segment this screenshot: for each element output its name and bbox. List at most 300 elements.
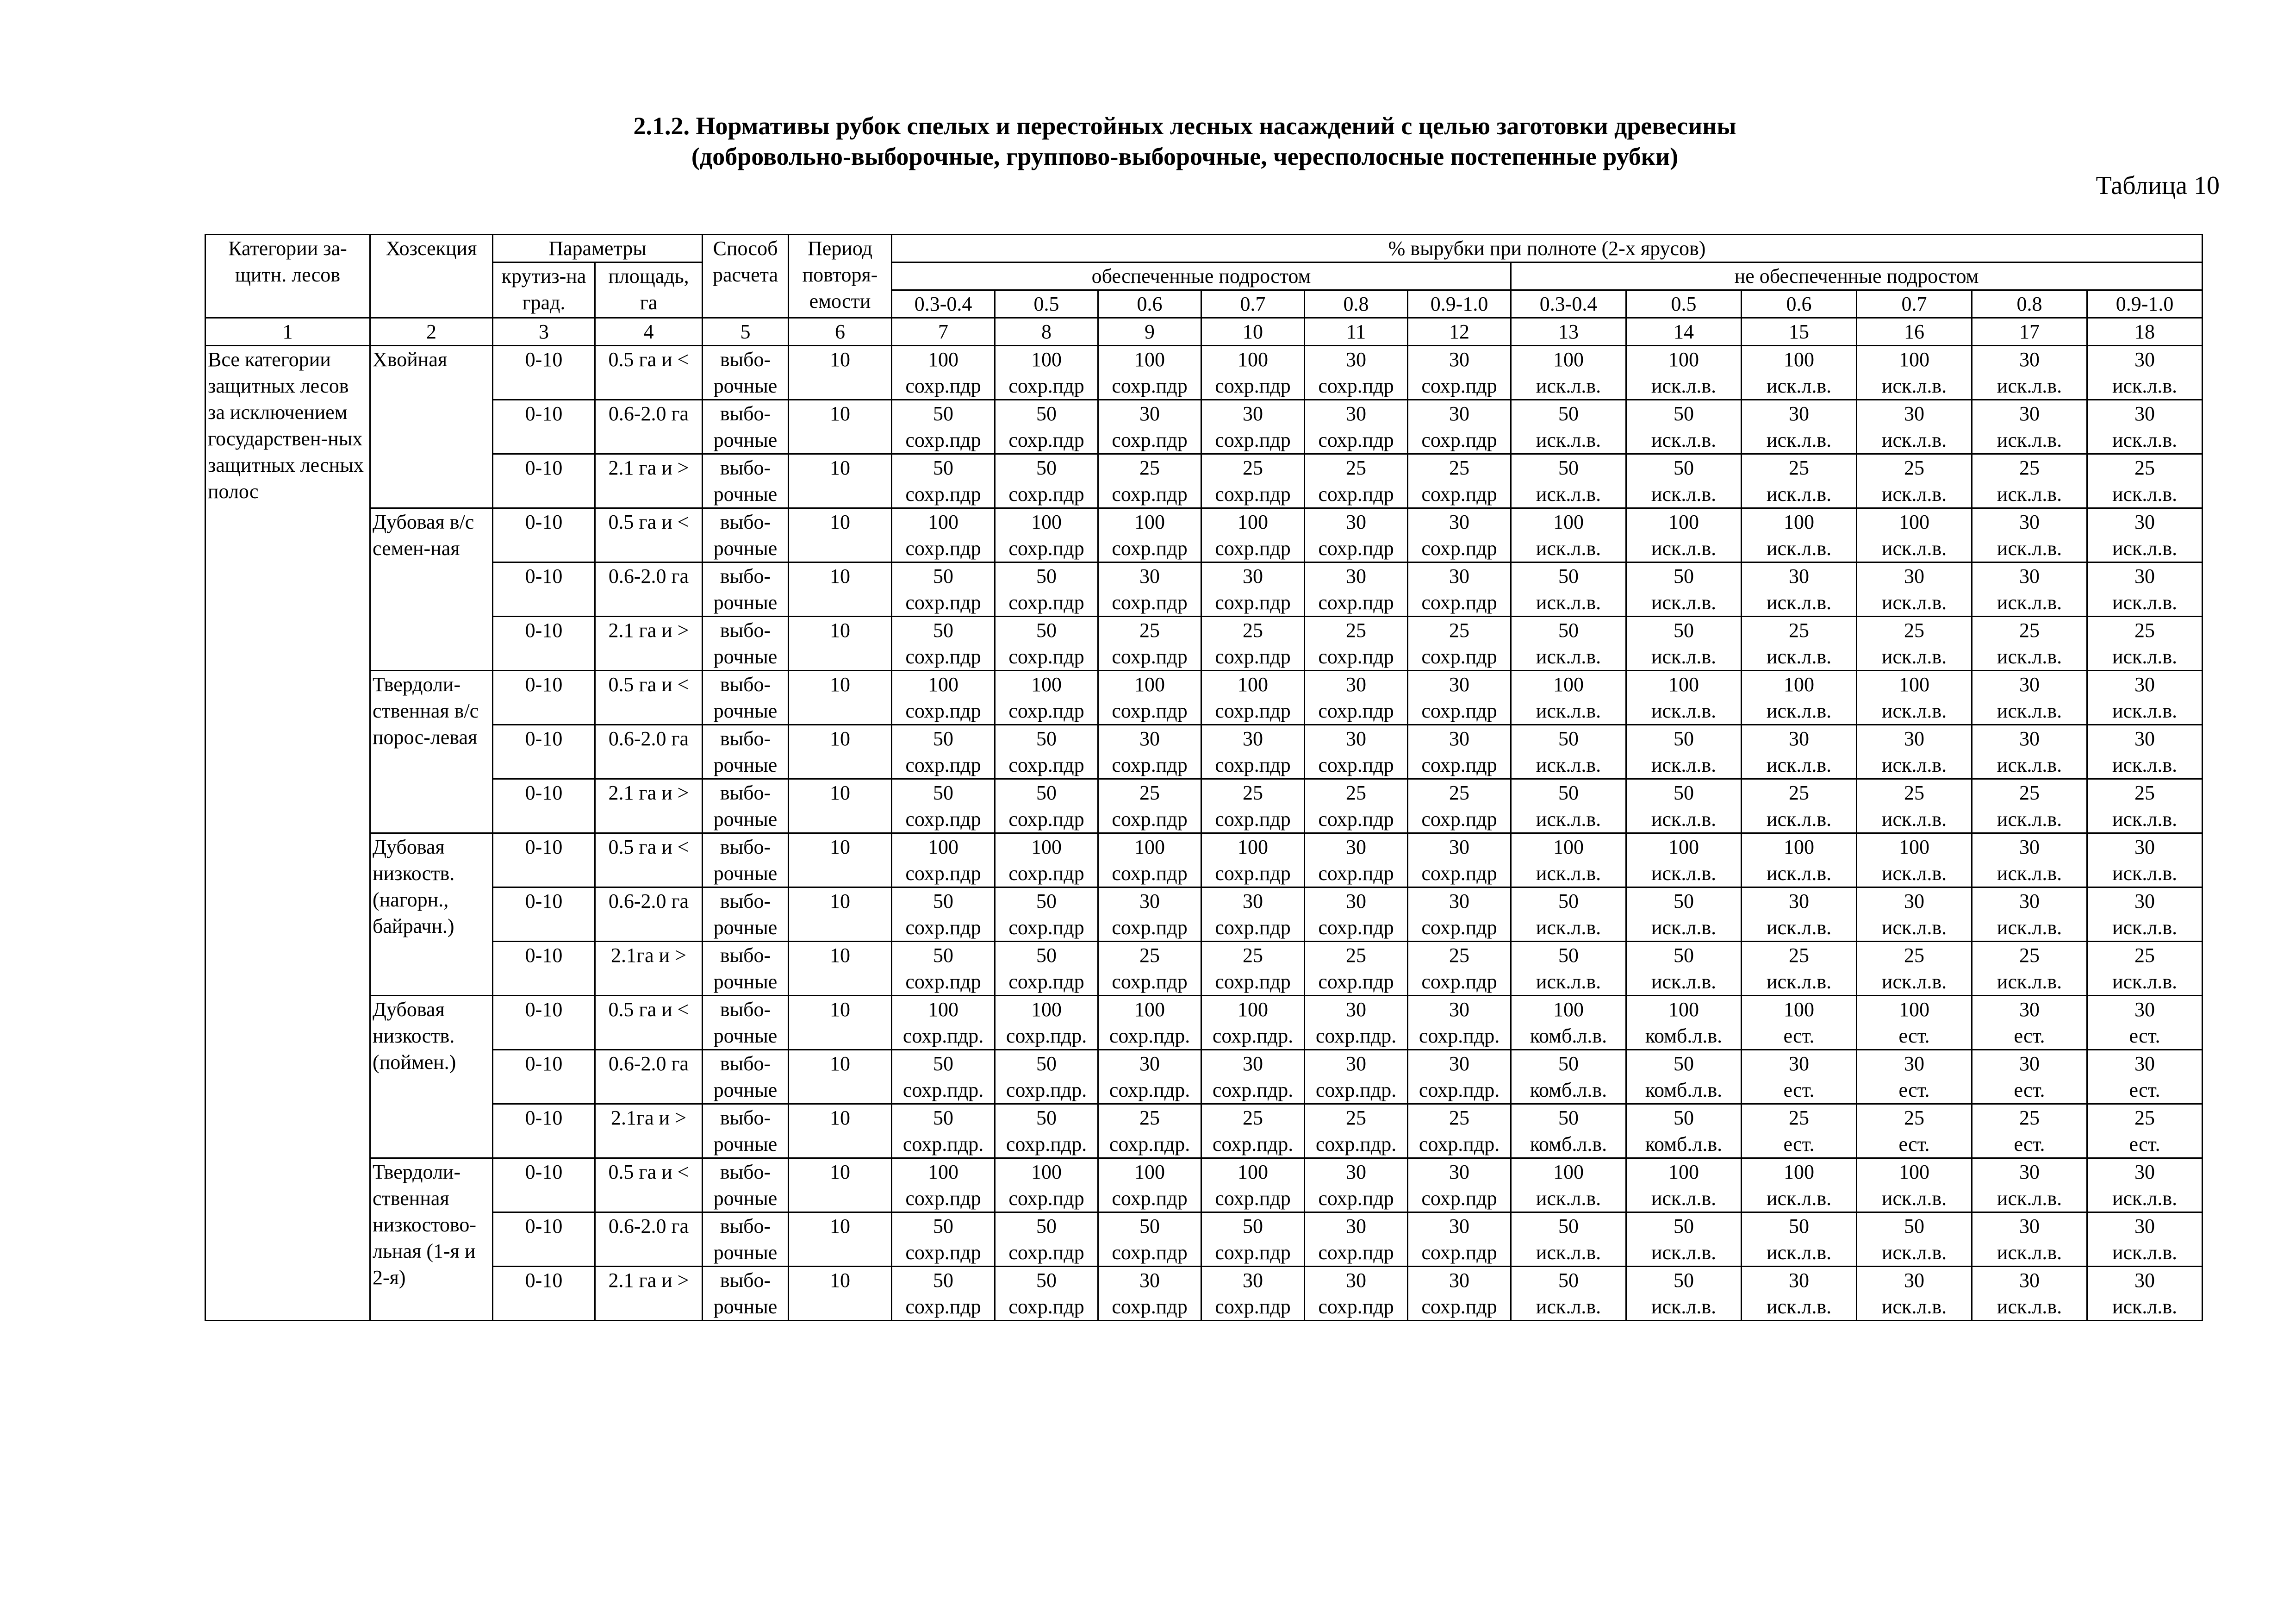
value-cell bbox=[1972, 887, 2087, 942]
method-abbrev: комб.л.в. bbox=[1645, 1079, 1723, 1101]
steepness-cell: 0-10 bbox=[493, 779, 595, 833]
value-cell bbox=[1857, 1267, 1972, 1321]
cut-percent: 25 bbox=[1904, 944, 1925, 967]
method-abbrev: иск.л.в. bbox=[2112, 1187, 2178, 1210]
method-abbrev: ест. bbox=[2129, 1133, 2160, 1156]
cut-percent: 30 bbox=[1243, 1052, 1263, 1075]
value-cell bbox=[1408, 1104, 1511, 1158]
value-cell bbox=[1857, 671, 1972, 725]
steepness-cell: 0-10 bbox=[493, 1212, 595, 1267]
method-abbrev: сохр.пдр bbox=[1421, 970, 1497, 993]
cut-percent: 50 bbox=[933, 1269, 954, 1292]
cut-percent: 30 bbox=[2134, 1052, 2155, 1075]
cut-percent: 25 bbox=[2019, 944, 2040, 967]
method-abbrev: сохр.пдр bbox=[1318, 808, 1394, 831]
value-cell bbox=[1098, 1212, 1201, 1267]
method-abbrev: сохр.пдр bbox=[1112, 1295, 1188, 1318]
column-number: 11 bbox=[1305, 318, 1408, 346]
value-cell bbox=[1972, 1104, 2087, 1158]
cut-percent: 30 bbox=[1346, 890, 1367, 912]
cut-percent: 50 bbox=[933, 781, 954, 804]
value-cell bbox=[1972, 617, 2087, 671]
cut-percent: 30 bbox=[1243, 402, 1263, 425]
method-abbrev: сохр.пдр bbox=[1112, 429, 1188, 451]
value-cell bbox=[1511, 508, 1626, 562]
header-density: 0.5 bbox=[995, 290, 1098, 318]
method-text: выбо- bbox=[720, 836, 771, 858]
method-abbrev: сохр.пдр bbox=[1421, 429, 1497, 451]
value-cell bbox=[995, 1050, 1098, 1104]
method-abbrev: сохр.пдр bbox=[1318, 700, 1394, 722]
value-cell bbox=[1511, 400, 1626, 454]
value-cell bbox=[892, 617, 995, 671]
method-abbrev: сохр.пдр bbox=[1215, 1187, 1291, 1210]
value-cell bbox=[1626, 346, 1742, 400]
steepness-cell: 0-10 bbox=[493, 508, 595, 562]
method-abbrev: сохр.пдр bbox=[1421, 700, 1497, 722]
cut-percent: 25 bbox=[1243, 944, 1263, 967]
method-text: выбо- bbox=[720, 998, 771, 1021]
value-cell bbox=[1511, 833, 1626, 887]
method-text: выбо- bbox=[720, 727, 771, 750]
method-abbrev: сохр.пдр. bbox=[1212, 1133, 1294, 1156]
value-cell bbox=[1408, 725, 1511, 779]
method-abbrev: сохр.пдр bbox=[1318, 1241, 1394, 1264]
method-abbrev: ест. bbox=[2014, 1133, 2045, 1156]
value-cell bbox=[1201, 725, 1305, 779]
cut-percent: 50 bbox=[1036, 1106, 1057, 1129]
method-abbrev: сохр.пдр bbox=[1008, 808, 1084, 831]
value-cell bbox=[1626, 887, 1742, 942]
method-cell bbox=[703, 1212, 789, 1267]
header-density: 0.7 bbox=[1857, 290, 1972, 318]
period-cell: 10 bbox=[789, 1050, 892, 1104]
value-cell bbox=[2087, 617, 2203, 671]
method-abbrev: иск.л.в. bbox=[1766, 754, 1832, 776]
method-abbrev: иск.л.в. bbox=[1881, 700, 1947, 722]
method-abbrev: сохр.пдр bbox=[1318, 645, 1394, 668]
cut-percent: 25 bbox=[2134, 944, 2155, 967]
cut-percent: 50 bbox=[933, 727, 954, 750]
method-abbrev: сохр.пдр bbox=[905, 862, 981, 885]
value-cell bbox=[1305, 779, 1408, 833]
area-cell: 2.1 га и > bbox=[595, 779, 703, 833]
value-cell bbox=[1972, 1158, 2087, 1212]
cut-percent: 100 bbox=[1899, 348, 1930, 371]
method-abbrev: сохр.пдр. bbox=[1315, 1079, 1397, 1101]
table-row bbox=[205, 1050, 2203, 1104]
steepness-cell: 0-10 bbox=[493, 725, 595, 779]
cut-percent: 30 bbox=[1346, 836, 1367, 858]
value-cell bbox=[1408, 1267, 1511, 1321]
method-abbrev: иск.л.в. bbox=[1651, 808, 1717, 831]
method-abbrev: сохр.пдр bbox=[1215, 808, 1291, 831]
method-text: выбо- bbox=[720, 673, 771, 696]
method-abbrev: иск.л.в. bbox=[1766, 808, 1832, 831]
cut-percent: 50 bbox=[933, 456, 954, 479]
value-cell bbox=[1098, 508, 1201, 562]
value-cell bbox=[892, 725, 995, 779]
method-abbrev: иск.л.в. bbox=[1766, 645, 1832, 668]
cut-percent: 50 bbox=[933, 1215, 954, 1237]
value-cell bbox=[1626, 1158, 1742, 1212]
cut-percent: 25 bbox=[1789, 1106, 1810, 1129]
cut-percent: 50 bbox=[933, 565, 954, 587]
value-cell bbox=[1098, 942, 1201, 996]
method-abbrev: сохр.пдр. bbox=[1109, 1079, 1190, 1101]
cut-percent: 30 bbox=[1139, 1269, 1160, 1292]
column-number: 9 bbox=[1098, 318, 1201, 346]
cut-percent: 100 bbox=[1784, 1161, 1815, 1183]
method-abbrev: сохр.пдр bbox=[1112, 700, 1188, 722]
cut-percent: 30 bbox=[1346, 1215, 1367, 1237]
period-cell: 10 bbox=[789, 779, 892, 833]
steepness-cell: 0-10 bbox=[493, 400, 595, 454]
method-text: рочные bbox=[713, 808, 778, 831]
method-abbrev: ест. bbox=[1898, 1079, 1930, 1101]
cut-percent: 30 bbox=[2019, 511, 2040, 533]
value-cell bbox=[1201, 508, 1305, 562]
area-cell: 0.6-2.0 га bbox=[595, 562, 703, 617]
column-number: 13 bbox=[1511, 318, 1626, 346]
value-cell bbox=[2087, 725, 2203, 779]
cut-percent: 25 bbox=[2019, 619, 2040, 642]
value-cell bbox=[1408, 400, 1511, 454]
cut-percent: 100 bbox=[1553, 998, 1584, 1021]
cut-percent: 100 bbox=[1238, 998, 1269, 1021]
method-abbrev: сохр.пдр bbox=[1112, 483, 1188, 506]
column-number: 5 bbox=[703, 318, 789, 346]
cut-percent: 50 bbox=[1674, 1052, 1694, 1075]
method-abbrev: иск.л.в. bbox=[2112, 1295, 2178, 1318]
method-abbrev: сохр.пдр. bbox=[1419, 1133, 1500, 1156]
method-abbrev: сохр.пдр bbox=[1215, 375, 1291, 397]
cut-percent: 25 bbox=[1904, 619, 1925, 642]
value-cell bbox=[1742, 942, 1857, 996]
method-abbrev: иск.л.в. bbox=[1881, 483, 1947, 506]
cut-percent: 100 bbox=[1134, 1161, 1165, 1183]
cut-percent: 25 bbox=[1904, 456, 1925, 479]
header-category: Категории за-щитн. лесов bbox=[205, 235, 370, 318]
method-abbrev: иск.л.в. bbox=[2112, 754, 2178, 776]
period-cell: 10 bbox=[789, 346, 892, 400]
value-cell bbox=[2087, 562, 2203, 617]
value-cell bbox=[1201, 942, 1305, 996]
method-abbrev: иск.л.в. bbox=[1536, 375, 1601, 397]
method-abbrev: иск.л.в. bbox=[1881, 591, 1947, 614]
method-abbrev: сохр.пдр bbox=[905, 645, 981, 668]
cut-percent: 30 bbox=[2019, 1161, 2040, 1183]
value-cell bbox=[1305, 562, 1408, 617]
method-cell bbox=[703, 346, 789, 400]
header-area: площадь, га bbox=[595, 262, 703, 318]
method-abbrev: сохр.пдр bbox=[1112, 375, 1188, 397]
header-cut-percent: % вырубки при полноте (2-х ярусов) bbox=[892, 235, 2203, 262]
cut-percent: 30 bbox=[1789, 727, 1810, 750]
method-abbrev: сохр.пдр bbox=[1112, 1187, 1188, 1210]
cut-percent: 100 bbox=[1668, 673, 1699, 696]
cut-percent: 100 bbox=[1668, 348, 1699, 371]
steepness-cell: 0-10 bbox=[493, 617, 595, 671]
value-cell bbox=[1201, 1050, 1305, 1104]
method-abbrev: сохр.пдр bbox=[1112, 970, 1188, 993]
value-cell bbox=[2087, 1050, 2203, 1104]
value-cell bbox=[1098, 996, 1201, 1050]
value-cell bbox=[1626, 671, 1742, 725]
value-cell bbox=[1098, 562, 1201, 617]
value-cell bbox=[1742, 671, 1857, 725]
value-cell bbox=[1305, 1050, 1408, 1104]
method-abbrev: иск.л.в. bbox=[2112, 808, 2178, 831]
value-cell bbox=[1201, 1212, 1305, 1267]
method-abbrev: иск.л.в. bbox=[1536, 808, 1601, 831]
value-cell bbox=[1742, 1050, 1857, 1104]
cut-percent: 100 bbox=[1668, 998, 1699, 1021]
method-abbrev: сохр.пдр bbox=[1215, 1241, 1291, 1264]
period-cell: 10 bbox=[789, 454, 892, 508]
period-cell: 10 bbox=[789, 1104, 892, 1158]
column-number: 1 bbox=[205, 318, 370, 346]
cut-percent: 30 bbox=[1789, 1052, 1810, 1075]
header-density: 0.6 bbox=[1742, 290, 1857, 318]
value-cell bbox=[1201, 617, 1305, 671]
header-density: 0.5 bbox=[1626, 290, 1742, 318]
cut-percent: 30 bbox=[2134, 1269, 2155, 1292]
value-cell bbox=[1742, 996, 1857, 1050]
cut-percent: 50 bbox=[1139, 1215, 1160, 1237]
method-abbrev: сохр.пдр bbox=[1421, 862, 1497, 885]
header-period: Период повторя-емости bbox=[789, 235, 892, 318]
cut-percent: 25 bbox=[1449, 781, 1470, 804]
section-cell: Твердоли-ственная в/с порос-левая bbox=[370, 671, 493, 833]
value-cell bbox=[995, 617, 1098, 671]
column-number: 15 bbox=[1742, 318, 1857, 346]
value-cell bbox=[892, 508, 995, 562]
cut-percent: 30 bbox=[1346, 998, 1367, 1021]
value-cell bbox=[1305, 1212, 1408, 1267]
method-text: рочные bbox=[713, 1187, 778, 1210]
value-cell bbox=[1972, 562, 2087, 617]
cut-percent: 100 bbox=[1553, 1161, 1584, 1183]
value-cell bbox=[1972, 508, 2087, 562]
method-text: выбо- bbox=[720, 890, 771, 912]
cut-percent: 30 bbox=[2134, 1161, 2155, 1183]
value-cell bbox=[1511, 779, 1626, 833]
cut-percent: 100 bbox=[1553, 348, 1584, 371]
cut-percent: 25 bbox=[1346, 1106, 1367, 1129]
cut-percent: 25 bbox=[1346, 781, 1367, 804]
method-abbrev: иск.л.в. bbox=[1536, 1187, 1601, 1210]
section-cell: Дубовая в/с семен-ная bbox=[370, 508, 493, 671]
cut-percent: 100 bbox=[1031, 511, 1062, 533]
method-abbrev: иск.л.в. bbox=[1651, 754, 1717, 776]
method-abbrev: сохр.пдр bbox=[905, 700, 981, 722]
header-section: Хозсекция bbox=[370, 235, 493, 318]
cut-percent: 100 bbox=[928, 998, 959, 1021]
cut-percent: 30 bbox=[1449, 998, 1470, 1021]
method-abbrev: сохр.пдр bbox=[1008, 754, 1084, 776]
method-abbrev: иск.л.в. bbox=[1766, 429, 1832, 451]
value-cell bbox=[2087, 1104, 2203, 1158]
method-abbrev: сохр.пдр bbox=[905, 916, 981, 939]
column-number: 4 bbox=[595, 318, 703, 346]
method-cell bbox=[703, 725, 789, 779]
method-abbrev: сохр.пдр bbox=[1318, 591, 1394, 614]
method-abbrev: иск.л.в. bbox=[2112, 591, 2178, 614]
category-cell: Все категории защитных лесов за исключением государствен-ных защитных лесных полос bbox=[205, 346, 370, 1321]
method-abbrev: сохр.пдр bbox=[1112, 916, 1188, 939]
column-number: 6 bbox=[789, 318, 892, 346]
column-number: 17 bbox=[1972, 318, 2087, 346]
value-cell bbox=[1857, 1212, 1972, 1267]
cut-percent: 50 bbox=[933, 619, 954, 642]
cut-percent: 25 bbox=[2019, 1106, 2040, 1129]
method-abbrev: сохр.пдр bbox=[1112, 1241, 1188, 1264]
cut-percent: 25 bbox=[1243, 781, 1263, 804]
table-row bbox=[205, 617, 2203, 671]
steepness-cell: 0-10 bbox=[493, 562, 595, 617]
value-cell bbox=[2087, 508, 2203, 562]
value-cell bbox=[1201, 1267, 1305, 1321]
cut-percent: 30 bbox=[1139, 565, 1160, 587]
cut-percent: 30 bbox=[1449, 402, 1470, 425]
cut-percent: 30 bbox=[1139, 1052, 1160, 1075]
cut-percent: 100 bbox=[1784, 836, 1815, 858]
period-cell: 10 bbox=[789, 1212, 892, 1267]
header-method: Способ расчета bbox=[703, 235, 789, 318]
method-text: рочные bbox=[713, 862, 778, 885]
cut-percent: 50 bbox=[1558, 890, 1579, 912]
value-cell bbox=[2087, 942, 2203, 996]
value-cell bbox=[995, 454, 1098, 508]
cut-percent: 25 bbox=[1243, 1106, 1263, 1129]
method-text: рочные bbox=[713, 1241, 778, 1264]
cut-percent: 100 bbox=[1031, 998, 1062, 1021]
cut-percent: 30 bbox=[1346, 1052, 1367, 1075]
method-abbrev: комб.л.в. bbox=[1530, 1133, 1607, 1156]
value-cell bbox=[1972, 1212, 2087, 1267]
header-with-undergrowth: обеспеченные подростом bbox=[892, 262, 1511, 290]
value-cell bbox=[2087, 1212, 2203, 1267]
method-text: выбо- bbox=[720, 1269, 771, 1292]
value-cell bbox=[1201, 346, 1305, 400]
method-text: рочные bbox=[713, 645, 778, 668]
cut-percent: 25 bbox=[1904, 1106, 1925, 1129]
method-abbrev: сохр.пдр bbox=[1008, 700, 1084, 722]
cut-percent: 25 bbox=[2019, 781, 2040, 804]
value-cell bbox=[1511, 346, 1626, 400]
method-abbrev: сохр.пдр bbox=[1215, 591, 1291, 614]
header-density: 0.9-1.0 bbox=[1408, 290, 1511, 318]
method-abbrev: сохр.пдр bbox=[905, 429, 981, 451]
cut-percent: 100 bbox=[1238, 836, 1269, 858]
method-abbrev: сохр.пдр bbox=[1008, 970, 1084, 993]
value-cell bbox=[1972, 400, 2087, 454]
method-abbrev: иск.л.в. bbox=[1997, 1241, 2062, 1264]
header-density: 0.3-0.4 bbox=[892, 290, 995, 318]
value-cell bbox=[1626, 617, 1742, 671]
cut-percent: 30 bbox=[1449, 565, 1470, 587]
value-cell bbox=[1626, 508, 1742, 562]
cut-percent: 50 bbox=[1036, 890, 1057, 912]
value-cell bbox=[1408, 617, 1511, 671]
cut-percent: 50 bbox=[933, 1106, 954, 1129]
table-row bbox=[205, 779, 2203, 833]
method-text: выбо- bbox=[720, 348, 771, 371]
value-cell bbox=[1408, 562, 1511, 617]
cut-percent: 50 bbox=[1674, 1269, 1694, 1292]
steepness-cell: 0-10 bbox=[493, 833, 595, 887]
cut-percent: 50 bbox=[1036, 619, 1057, 642]
method-abbrev: иск.л.в. bbox=[1997, 537, 2062, 560]
value-cell bbox=[2087, 671, 2203, 725]
method-abbrev: сохр.пдр bbox=[1421, 916, 1497, 939]
header-without-undergrowth: не обеспеченные подростом bbox=[1511, 262, 2203, 290]
value-cell bbox=[1742, 400, 1857, 454]
value-cell bbox=[995, 1158, 1098, 1212]
value-cell bbox=[2087, 996, 2203, 1050]
value-cell bbox=[892, 942, 995, 996]
value-cell bbox=[892, 779, 995, 833]
method-text: выбо- bbox=[720, 1052, 771, 1075]
value-cell bbox=[1201, 671, 1305, 725]
method-abbrev: сохр.пдр bbox=[1215, 754, 1291, 776]
method-abbrev: иск.л.в. bbox=[1651, 483, 1717, 506]
cut-percent: 30 bbox=[2134, 890, 2155, 912]
cut-percent: 50 bbox=[1036, 1269, 1057, 1292]
method-abbrev: иск.л.в. bbox=[1881, 1295, 1947, 1318]
value-cell bbox=[1201, 779, 1305, 833]
cut-percent: 25 bbox=[1139, 1106, 1160, 1129]
value-cell bbox=[1742, 725, 1857, 779]
value-cell bbox=[2087, 1267, 2203, 1321]
cut-percent: 30 bbox=[1789, 402, 1810, 425]
cut-percent: 100 bbox=[1668, 511, 1699, 533]
value-cell bbox=[1201, 454, 1305, 508]
method-abbrev: иск.л.в. bbox=[1651, 375, 1717, 397]
value-cell bbox=[1972, 454, 2087, 508]
value-cell bbox=[1098, 671, 1201, 725]
method-text: выбо- bbox=[720, 565, 771, 587]
method-abbrev: сохр.пдр. bbox=[1419, 1079, 1500, 1101]
section-cell: Дубовая низкоств. (нагорн., байрачн.) bbox=[370, 833, 493, 996]
value-cell bbox=[1972, 725, 2087, 779]
area-cell: 2.1 га и > bbox=[595, 1267, 703, 1321]
method-abbrev: иск.л.в. bbox=[1651, 645, 1717, 668]
method-text: рочные bbox=[713, 483, 778, 506]
method-text: выбо- bbox=[720, 781, 771, 804]
method-abbrev: иск.л.в. bbox=[1536, 862, 1601, 885]
value-cell bbox=[1742, 779, 1857, 833]
cut-percent: 100 bbox=[1553, 511, 1584, 533]
area-cell: 0.5 га и < bbox=[595, 833, 703, 887]
value-cell bbox=[1972, 671, 2087, 725]
method-cell bbox=[703, 1104, 789, 1158]
value-cell bbox=[1305, 346, 1408, 400]
value-cell bbox=[2087, 1158, 2203, 1212]
period-cell: 10 bbox=[789, 942, 892, 996]
cut-percent: 25 bbox=[1139, 619, 1160, 642]
method-text: выбо- bbox=[720, 1161, 771, 1183]
method-abbrev: сохр.пдр bbox=[1215, 645, 1291, 668]
area-cell: 2.1га и > bbox=[595, 942, 703, 996]
cut-percent: 25 bbox=[1789, 944, 1810, 967]
method-cell bbox=[703, 454, 789, 508]
method-text: рочные bbox=[713, 1133, 778, 1156]
method-abbrev: сохр.пдр bbox=[1421, 808, 1497, 831]
method-abbrev: сохр.пдр bbox=[1215, 483, 1291, 506]
value-cell bbox=[1742, 1267, 1857, 1321]
